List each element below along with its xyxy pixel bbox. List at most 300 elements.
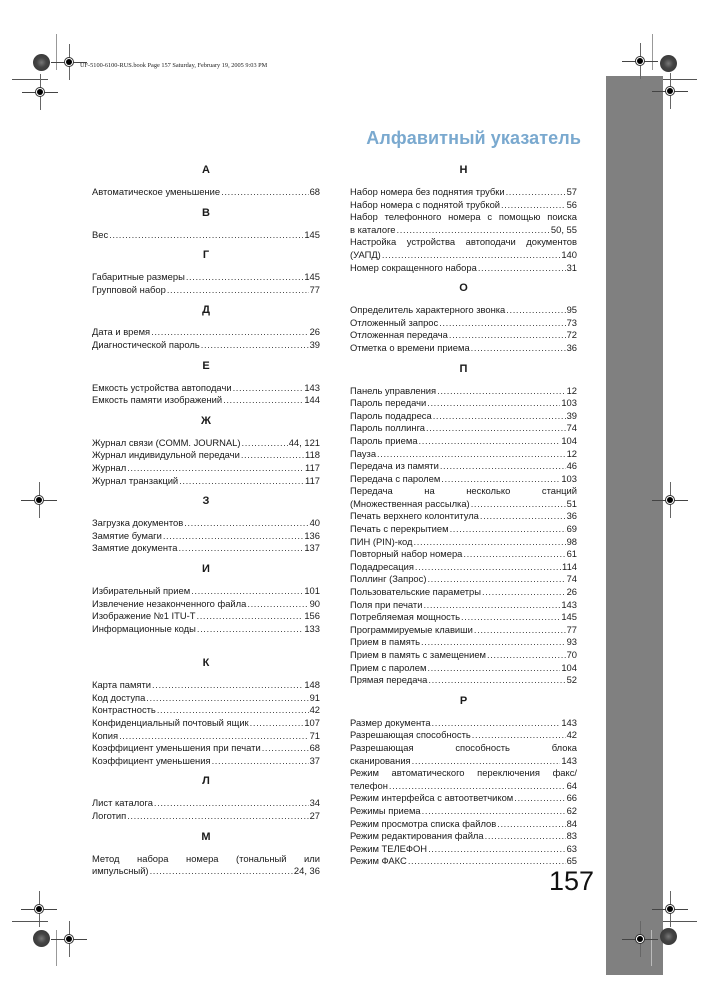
entry-term: Разрешающая способность блока [350,741,577,753]
dot-leader [167,284,309,297]
entry-pages: 77 [309,283,320,295]
index-entry [92,704,320,717]
entry-term: Метод набора номера (тональный или [92,852,320,864]
entry-pages: 50, 55 [550,223,577,235]
entry-pages: 114 [562,560,577,572]
section-letter-heading: Е [202,359,210,372]
section-letter-heading: К [202,657,210,670]
entry-term: Печать верхнего колонтитула [350,510,479,522]
index-entry [350,792,577,805]
entry-term-continuation: телефон [350,779,388,791]
entry-term: Поля при печати [350,598,423,610]
index-section [92,203,320,242]
index-entry [350,573,577,586]
entry-pages: 107 [304,717,320,729]
entry-term: Журнал транзакций [92,474,179,486]
index-entry [92,229,320,242]
dot-leader [463,548,565,561]
dot-leader [412,755,561,768]
section-letter-heading: Н [459,164,468,176]
section-letter-heading: Р [459,694,468,707]
section-letter-heading: И [202,562,210,575]
dot-leader [178,542,303,555]
spacer [92,639,320,653]
dot-leader [440,460,566,473]
entry-term: Коэффициент уменьшения [92,754,211,766]
index-section [92,827,320,878]
entry-term: Повторный набор номера [350,548,463,560]
entry-term: Прямая передача [350,674,428,686]
index-entry [350,211,577,236]
entry-pages: 34 [309,797,320,809]
entry-term: Пользовательские параметры [350,586,481,598]
entry-term: Панель управления [350,384,437,396]
index-entry [92,394,320,407]
index-entry [350,561,577,574]
entry-pages: 66 [566,792,577,804]
entry-term: Потребляемая мощность [350,611,461,623]
dot-leader [474,624,566,637]
dot-leader [427,397,560,410]
index-entry [92,598,320,611]
dot-leader [449,329,566,342]
dot-leader [241,449,304,462]
entry-pages: 118 [305,449,320,461]
dot-leader [471,342,566,355]
entry-term: Режим интерфейса с автоответчиком [350,792,514,804]
entry-term: Код доступа [92,691,146,703]
entry-pages: 103 [561,472,577,484]
index-column-left [92,160,320,882]
registration-mark-icon [59,52,79,72]
index-entry [350,717,577,730]
index-entry [350,448,577,461]
dot-leader [428,674,565,687]
entry-term: Журнал индивидульной передачи [92,449,240,461]
index-section [92,491,320,555]
index-entry [92,186,320,199]
index-entry [350,397,577,410]
dot-leader [377,448,566,461]
index-entry [92,853,320,878]
index-entry [92,462,320,475]
page-number: 157 [549,866,595,896]
entry-pages: 61 [566,548,577,560]
entry-term-continuation: импульсный) [92,865,149,877]
entry-pages: 68 [309,186,320,197]
entry-term: Логотип [92,810,127,822]
index-entry [92,742,320,755]
index-entry [350,485,577,510]
entry-pages: 133 [304,622,320,634]
entry-pages: 39 [309,338,320,350]
index-entry [92,382,320,395]
index-entry [350,510,577,523]
print-file-info: UF-5100-6100-RUS.book Page 157 Saturday, February 19, 2005 9:03 PM [80,62,268,69]
registration-mark-icon [660,81,680,101]
dot-leader [501,199,566,212]
entry-term: Режим просмотра списка файлов [350,817,497,829]
index-entry [92,610,320,623]
index-entry [350,742,577,767]
entry-pages: 101 [304,584,320,596]
index-entry [350,329,577,342]
index-entry [350,586,577,599]
entry-pages: 104 [561,661,577,673]
crop-mark [651,930,652,966]
dot-leader [461,611,560,624]
entry-term: Отложенная передача [350,329,448,341]
index-entry [350,262,577,275]
entry-pages: 103 [561,397,577,409]
entry-term: Режим ТЕЛЕФОН [350,842,428,854]
dot-leader [497,818,565,831]
index-entry [92,679,320,692]
entry-pages: 143 [561,716,577,728]
index-section [92,356,320,407]
entry-term: Передача из памяти [350,460,439,472]
entry-term: Конфиденциальный почтовый ящик [92,717,249,729]
entry-pages: 64 [566,779,577,791]
registration-mark-icon [660,490,680,510]
entry-pages: 39 [566,409,577,421]
index-entry [350,830,577,843]
dot-leader [157,704,309,717]
entry-term: Передача на несколько станций [350,485,577,497]
entry-pages: 42 [566,729,577,741]
dot-leader [478,262,566,275]
entry-term: Загрузка документов [92,517,184,529]
entry-term: Групповой набор [92,283,166,295]
entry-pages: 26 [309,326,320,338]
entry-pages: 137 [304,542,320,554]
entry-term: Карта памяти [92,679,152,691]
entry-term: Разрешающая способность [350,729,471,741]
entry-pages: 83 [566,830,577,842]
entry-pages: 117 [305,474,320,486]
entry-term-continuation: сканирования [350,754,411,766]
index-entry [350,536,577,549]
index-entry [350,304,577,317]
index-entry [350,236,577,261]
entry-pages: 156 [304,610,320,622]
dot-leader [415,561,561,574]
index-entry [92,542,320,555]
index-entry [92,810,320,823]
entry-term: Пауза [350,447,377,459]
entry-term-continuation: (УАПД) [350,248,381,260]
dot-leader [506,304,565,317]
index-entry [92,475,320,488]
dot-leader [408,855,566,868]
index-section [350,160,577,274]
entry-term-continuation: в каталоге [350,223,396,235]
entry-pages: 69 [566,523,577,535]
dot-leader [127,462,304,475]
dot-leader [154,797,309,810]
index-entry [92,692,320,705]
section-letter-heading: Д [202,304,210,317]
entry-pages: 31 [566,261,577,273]
index-entry [350,186,577,199]
index-entry [350,435,577,448]
dot-leader [151,326,308,339]
entry-pages: 144 [304,394,320,406]
dot-leader [427,573,565,586]
index-entry [350,548,577,561]
index-entry [350,523,577,536]
dot-leader [426,422,566,435]
entry-pages: 62 [566,804,577,816]
dot-leader [421,636,566,649]
index-entry [350,636,577,649]
dot-leader [472,729,566,742]
entry-pages: 145 [304,271,320,283]
entry-term: Отложенный запрос [350,316,439,328]
entry-term: Настройка устройства автоподачи документов [350,236,577,248]
dot-leader [250,717,304,730]
entry-pages: 44, 121 [288,436,320,448]
entry-pages: 84 [566,817,577,829]
entry-pages: 27 [309,810,320,822]
index-entry [350,199,577,212]
crop-mark [56,930,57,966]
index-column-right [350,160,577,872]
index-entry [92,449,320,462]
dot-leader [262,742,309,755]
registration-mark-icon [660,899,680,919]
entry-term: Прием с паролем [350,661,427,673]
crop-mark [652,34,653,70]
entry-term: Журнал [92,461,127,473]
crop-mark [12,921,48,922]
registration-mark-icon [630,51,650,71]
entry-term: Режим автоматического переключения факс/ [350,767,577,779]
entry-term: Набор номера без поднятия трубки [350,186,505,197]
page-title: Алфавитный указатель [366,128,581,148]
dot-leader [197,623,303,636]
registration-mark-icon [59,929,79,949]
entry-term: Режимы приема [350,804,421,816]
entry-term: Прием в память [350,636,421,648]
index-entry [92,326,320,339]
entry-term: Емкость устройства автоподачи [92,381,232,393]
dot-leader [127,810,308,823]
registration-disc-icon [33,930,50,947]
section-letter-heading: М [201,830,211,843]
index-entry [92,339,320,352]
dot-leader [482,586,566,599]
entry-pages: 24, 36 [293,865,320,877]
entry-term-continuation: (Множественная рассылка) [350,497,470,509]
index-entry [350,317,577,330]
index-section [92,411,320,487]
entry-pages: 145 [304,228,320,240]
index-entry [350,410,577,423]
dot-leader [471,498,566,511]
entry-term: Печать с перекрытием [350,523,449,535]
dot-leader [241,437,287,450]
entry-term: Лист каталога [92,797,153,809]
entry-pages: 56 [566,198,577,210]
index-entry [92,730,320,743]
entry-term: Емкость памяти изображений [92,394,223,406]
entry-pages: 90 [309,597,320,609]
entry-pages: 91 [309,691,320,703]
index-entry [92,517,320,530]
dot-leader [247,598,308,611]
entry-term: Передача с паролем [350,472,441,484]
crop-mark [663,79,697,80]
dot-leader [433,410,566,423]
dot-leader [179,475,304,488]
dot-leader [450,523,566,536]
dot-leader [428,843,565,856]
entry-pages: 46 [566,460,577,472]
index-entry [92,271,320,284]
index-entry [350,611,577,624]
index-section [92,245,320,296]
index-entry [92,530,320,543]
index-entry [350,662,577,675]
entry-pages: 140 [561,248,577,260]
index-entry [350,473,577,486]
index-entry [350,599,577,612]
entry-pages: 65 [566,855,577,867]
entry-pages: 143 [304,381,320,393]
dot-leader [191,585,303,598]
dot-leader [197,610,304,623]
index-entry [350,422,577,435]
dot-leader [201,339,309,352]
entry-term: Информационные коды [92,622,196,634]
entry-term: Режим редактирования файла [350,830,484,842]
index-entry [92,623,320,636]
entry-term: Пароль приема [350,434,418,446]
dot-leader [439,317,565,330]
entry-pages: 68 [309,742,320,754]
entry-term: Контрастность [92,704,156,716]
entry-pages: 136 [304,529,320,541]
dot-leader [184,517,308,530]
dot-leader [441,473,560,486]
entry-term: Определитель характерного звонка [350,304,506,316]
dot-leader [233,382,304,395]
entry-term: Размер документа [350,716,431,728]
index-entry [350,818,577,831]
crop-mark [12,79,48,80]
section-letter-heading: Г [202,249,210,262]
entry-term: Диагностической пароль [92,338,200,350]
entry-term: Избирательный прием [92,584,191,596]
entry-term: Журнал связи (COMM. JOURNAL) [92,436,241,448]
index-section [350,278,577,354]
dot-leader [221,186,308,199]
index-section [92,160,320,199]
dot-leader [414,536,566,549]
index-entry [350,729,577,742]
index-section [350,359,577,687]
index-entry [350,385,577,398]
dot-leader [119,730,308,743]
dot-leader [487,649,566,662]
dot-leader [397,224,550,237]
index-entry [92,284,320,297]
index-entry [92,797,320,810]
section-letter-heading: З [202,495,210,508]
entry-pages: 73 [566,316,577,328]
entry-term: Вес [92,228,109,240]
dot-leader [485,830,566,843]
registration-mark-icon [29,899,49,919]
entry-pages: 37 [309,754,320,766]
entry-term: Коэффициент уменьшения при печати [92,742,261,754]
entry-term: Изображение №1 ITU-T [92,610,196,622]
entry-pages: 51 [566,497,577,509]
entry-term: Отметка о времени приема [350,341,470,353]
section-letter-heading: А [202,164,210,176]
entry-term: Автоматическое уменьшение [92,186,221,197]
dot-leader [223,394,303,407]
dot-leader [212,755,309,768]
entry-pages: 40 [309,517,320,529]
dot-leader [382,249,561,262]
index-entry [350,674,577,687]
entry-term: Пароль подадреса [350,409,432,421]
dot-leader [427,662,560,675]
entry-pages: 42 [309,704,320,716]
side-tab-bar [606,76,663,975]
index-entry [350,624,577,637]
dot-leader [146,692,308,705]
dot-leader [480,510,566,523]
entry-term: Габаритные размеры [92,271,185,283]
index-entry [92,717,320,730]
index-entry [350,649,577,662]
registration-disc-icon [660,55,677,72]
entry-term: Замятие бумаги [92,529,162,541]
index-entry [92,585,320,598]
entry-pages: 74 [566,573,577,585]
registration-disc-icon [660,928,677,945]
entry-pages: 117 [305,461,320,473]
dot-leader [422,805,566,818]
entry-term: Извлечение незаконченного файла [92,597,247,609]
entry-term: Прием в память с замещением [350,649,486,660]
registration-disc-icon [33,54,50,71]
entry-term: Поллинг (Запрос) [350,573,427,585]
entry-pages: 95 [566,304,577,316]
index-section [92,300,320,351]
entry-term: Копия [92,729,119,741]
dot-leader [432,717,561,730]
dot-leader [423,599,560,612]
entry-pages: 98 [566,535,577,547]
dot-leader [152,679,303,692]
entry-pages: 93 [566,636,577,648]
entry-pages: 36 [566,510,577,522]
entry-term: Номер сокращенного набора [350,261,477,273]
registration-mark-icon [30,82,50,102]
entry-pages: 71 [309,729,320,741]
entry-term: Дата и время [92,326,151,338]
entry-pages: 148 [304,679,320,691]
registration-mark-icon [630,929,650,949]
index-entry [350,855,577,868]
entry-term: Программируемые клавиши [350,623,473,635]
entry-term: Набор номера с поднятой трубкой [350,198,501,210]
section-letter-heading: Ж [201,414,211,427]
